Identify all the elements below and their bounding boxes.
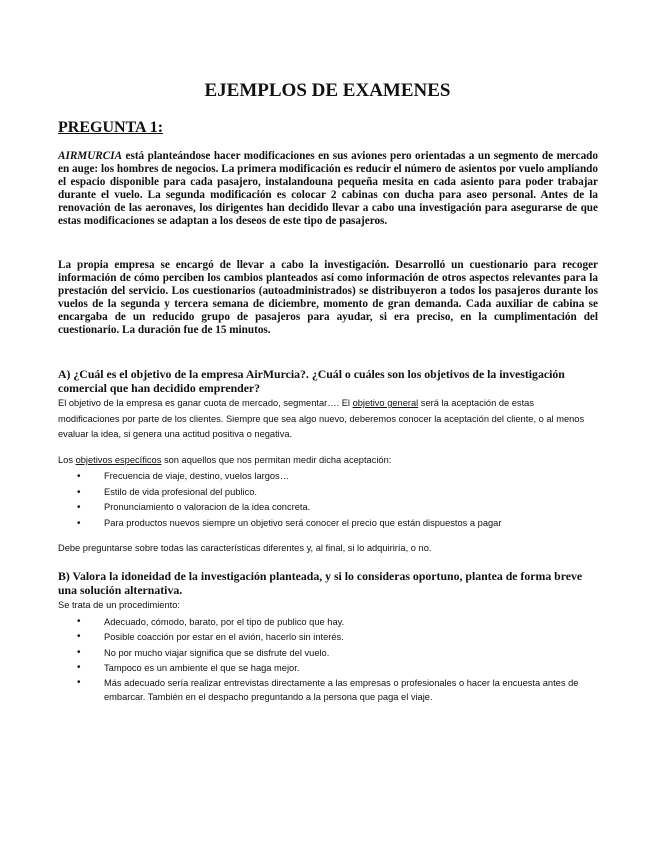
intro-paragraph-1-text: está planteándose hacer modificaciones en sus aviones pero orientadas a un segmento de mercado en auge: los hombres de negocios. La primera modificación es reducir el número de asientos por vuelo ampliando el espacio disponible para cada pasajero, instalandouna pequeña mesita en cada asiento para poder trabajar durante el vuelo. La segunda modificación es colocar 2 cabinas con ducha para aseo personal. Antes de la renovación de las aeronaves, los dirigentes han decidido llevar a cabo una investigación para asegurarse de que estas modificaciones se adaptan a los deseos de este tipo de pasajeros. <box>58 150 598 228</box>
page-title: EJEMPLOS DE EXAMENES <box>204 80 451 101</box>
company-name: AIRMURCIA <box>58 150 123 162</box>
intro-paragraph-1 <box>58 150 598 229</box>
list-item: • Adecuado, cómodo, barato, por el tipo de publico que hay. <box>58 615 598 629</box>
list-item: • Más adecuado sería realizar entrevistas directamente a las empresas o profesionales o hacer la encuesta antes de embarcar. También en el despacho preguntando a la persona que paga el viaje. <box>58 676 598 704</box>
list-item: • Tampoco es un ambiente el que se haga mejor. <box>58 661 598 675</box>
answer-a-paragraph-1 <box>58 396 598 443</box>
answer-a-p1-text-a: El objetivo de la empresa es ganar cuota de mercado, segmentar…. El <box>58 398 353 408</box>
list-item: • Frecuencia de viaje, destino, vuelos largos… <box>58 469 598 485</box>
question-b: B) Valora la idoneidad de la investigación planteada, y si lo consideras oportuno, plantea de forma breve una solución alternativa. <box>58 569 583 597</box>
section-heading: PREGUNTA 1: <box>58 119 164 136</box>
list-item: • Estilo de vida profesional del publico. <box>58 485 598 501</box>
answer-a-p2-text-b: son aquellos que nos permitan medir dicha aceptación: <box>161 455 392 465</box>
list-item: • No por mucho viajar significa que se disfrute del vuelo. <box>58 646 598 660</box>
objetivos-especificos-term: objetivos específicos <box>75 455 162 465</box>
answer-a-paragraph-2 <box>58 453 598 469</box>
question-a: A) ¿Cuál es el objetivo de la empresa AirMurcia?. ¿Cuál o cuáles son los objetivos de la investigación comercial que han decidido emprender? <box>58 367 565 395</box>
list-item: • Pronunciamiento o valoracion de la idea concreta. <box>58 500 598 516</box>
answer-b-bullet-list <box>58 615 598 704</box>
list-item: • Posible coacción por estar en el avión, hacerlo sin interés. <box>58 630 598 644</box>
answer-a-p2-text-a: Los <box>58 455 76 465</box>
answer-a-p1-text-b: será la aceptación de estas modificaciones por parte de los clientes. Siempre que sea algo nuevo, deberemos conocer la aceptación del cliente, o al menos evaluar la idea, si genera una actitud positiva o negativa. <box>58 398 585 439</box>
intro-paragraph-2: La propia empresa se encargó de llevar a cabo la investigación. Desarrolló un cuestionario para recoger información de cómo perciben los cambios planteados así como información de otros aspectos relevantes para la prestación del servicio. Los cuestionarios (autoadministrados) se distribuyeron a todos los pasajeros durante los vuelos de la segunda y tercera semana de diciembre, momento de gran demanda. Cada auxiliar de cabina se encargaba de un reducido grupo de pasajeros para ayudar, si era preciso, en la cumplimentación del cuestionario. La duración fue de 15 minutos. <box>58 259 598 337</box>
answer-a-paragraph-3: Debe preguntarse sobre todas las características diferentes y, al final, si lo adquiriría, o no. <box>58 543 432 553</box>
answer-a-bullet-list <box>58 469 598 531</box>
objetivo-general-term: objetivo general <box>352 398 419 408</box>
list-item: • Para productos nuevos siempre un objetivo será conocer el precio que están dispuestos a pagar <box>58 516 598 532</box>
answer-b-lead: Se trata de un procedimiento: <box>58 600 180 610</box>
